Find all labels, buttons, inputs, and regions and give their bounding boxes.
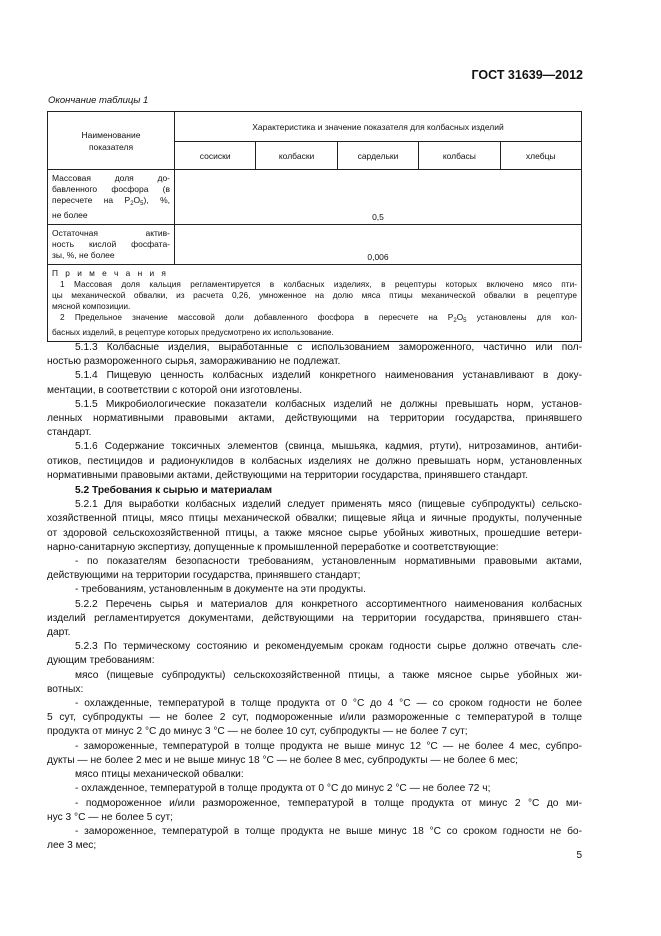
dash-item-mech-chilled — [47, 782, 582, 796]
label-line: пересчете на $P_2O_5$), %, — [52, 195, 170, 207]
text-line: лее 3 мес; — [47, 840, 97, 852]
label-line: бавленного фосфора (в — [52, 184, 170, 194]
text-line: 5 сут, субпродукты — не более 2 сут, подмороженные и/или размороженные с температурой в толще — [47, 712, 582, 724]
col-header-product: сосиски — [175, 142, 256, 170]
col-header-product: хлебцы — [500, 142, 581, 170]
para-5-2-2 — [47, 598, 582, 641]
text-line: ностью размороженного сырья, замораживанию не подлежат. — [47, 356, 341, 368]
para-5-1-5 — [47, 398, 582, 441]
subscript: 5 — [463, 318, 467, 324]
col-header-name — [48, 112, 175, 170]
para-5-2-1 — [47, 498, 582, 555]
para-5-2-3 — [47, 640, 582, 668]
note-text: 2 Предельное значение массовой доли добавленного фосфора в пересчете на P — [60, 312, 454, 322]
row-label-phosphatase — [48, 225, 175, 265]
page-number: 5 — [576, 850, 582, 861]
col-header-characteristics: Характеристика и значение показателя для колбасных изделий — [175, 112, 582, 142]
text-line: нус 3 °С — не более 5 сут; — [47, 811, 173, 823]
text-line: вотных: — [47, 683, 84, 695]
table-caption: Окончание таблицы 1 — [48, 95, 149, 106]
dash-item-document — [47, 583, 582, 597]
para-mechanical-deboning — [47, 768, 582, 782]
label-line: Массовая доля до- — [52, 173, 170, 183]
standard-header: ГОСТ 31639—2012 — [471, 68, 583, 82]
dash-item-mech-frozen — [47, 825, 582, 853]
subscript: 5 — [140, 201, 144, 207]
text-line: - по показателям безопасности требованиям, установленным нормативными правовыми актами, — [75, 556, 582, 568]
para-5-1-6 — [47, 440, 582, 483]
text-line: 5.2.2 Перечень сырья и материалов для конкретного ассортиментного наименования колбасных — [75, 598, 582, 610]
notes-title: П р и м е ч а н и я — [52, 268, 169, 278]
note-line: цы механической обвалки, из расчета 0,26, умноженное на долю мяса птицы механической обвалки в рецептуре — [52, 290, 577, 300]
col-header-product: сардельки — [337, 142, 418, 170]
text-line: мясо птицы механической обвалки: — [75, 769, 244, 781]
text-line: дующим требованиям: — [47, 655, 155, 667]
text-line: дарт. — [47, 627, 71, 639]
text-line: 5.1.6 Содержание токсичных элементов (свинца, мышьяка, кадмия, ртути), нитрозаминов, антиби- — [75, 441, 582, 453]
text-line: - замороженные, температурой в толще продукта не выше минус 12 °С — не более 4 мес, субпро- — [75, 740, 582, 752]
text-line: от здоровой сельскохозяйственной птицы, а также мясное сырье убойных животных, прошедшие ветери- — [47, 527, 582, 539]
document-body — [47, 341, 582, 853]
text-line: - подмороженное и/или размороженное, температурой в толще продукта от минус 2 °С до ми- — [75, 797, 582, 809]
text-line: 5.1.5 Микробиологические показатели колбасных изделий не должны превышать норм, установ- — [75, 398, 582, 410]
label-line: Остаточная актив- — [52, 228, 170, 238]
label-line: ность кислой фосфата- — [52, 239, 170, 249]
section-heading-5-2: 5.2 Требования к сырью и материалам — [75, 485, 273, 497]
text-line: действующими на территории государства, принявшего стандарт; — [47, 570, 361, 582]
text-line: ленных нормативными правовыми актами, действующими на территории государства, принявшего — [47, 413, 582, 425]
col-header-product: колбасы — [419, 142, 500, 170]
dash-item-mech-thawed — [47, 797, 582, 825]
note-line: басных изделий, в рецептуре которых предусмотрено их использование. — [52, 327, 334, 337]
text-line: - замороженное, температурой в толще продукта не выше минус 18 °С со сроком годности не бо- — [75, 825, 582, 837]
text-line: - охлажденное, температурой в толще продукта от 0 °С до минус 2 °С — не более 72 ч; — [75, 783, 491, 795]
col-header-name-line2: показателя — [88, 141, 134, 152]
text-line: отиков, пестицидов и радионуклидов в колбасных изделиях не должно превышать норм, установленных — [47, 455, 582, 467]
row-value-phosphatase: 0,006 — [175, 225, 582, 265]
subscript: 2 — [130, 201, 134, 207]
text-line: - охлажденные, температурой в толще продукта от 0 °С до 4 °С — со сроком годности не более — [75, 698, 582, 710]
label-line: зы, %, не более — [52, 250, 115, 260]
text-line: хозяйственной птицы, мясо птицы механической обвалки; пищевые яйца и яичные продукты, полученные — [47, 513, 582, 525]
label-line: не более — [52, 210, 88, 220]
text-line: мясо (пищевые субпродукты) сельскохозяйственной птицы, а также мясное сырье убойных жи- — [75, 669, 582, 681]
row-label-phosphorus — [48, 170, 175, 225]
text-line: нарно-санитарную экспертизу, допущенные к промышленной переработке и соответствующие: — [47, 541, 499, 553]
dash-item-frozen — [47, 740, 582, 768]
label-text: ), %, — [143, 195, 170, 205]
dash-item-safety — [47, 555, 582, 583]
text-line: изделий регламентируется документами, действующими на территории государства, принявшего стан- — [47, 612, 582, 624]
text-line: 5.1.3 Колбасные изделия, выработанные с использованием замороженного, частично или пол- — [75, 342, 582, 353]
para-meat — [47, 669, 582, 697]
note-line: 1 Массовая доля кальция регламентируется в колбасных изделиях, в рецептуры которых включено мясо пти- — [60, 279, 577, 289]
col-header-product: колбаски — [256, 142, 337, 170]
col-header-name-line1: Наименование — [81, 129, 141, 140]
text-line: дукты — не более 2 мес и не выше минус 18 °С — не более 8 мес, субпродукты — не более 6 мес; — [47, 754, 518, 766]
indicators-table — [47, 111, 582, 342]
text-line: 5.2.1 Для выработки колбасных изделий следует применять мясо (пищевые субпродукты) сельско- — [75, 499, 582, 511]
dash-item-chilled — [47, 697, 582, 740]
text-line: 5.2.3 По термическому состоянию и рекомендуемым срокам годности сырье должно отвечать сле- — [75, 641, 582, 653]
note-line: мясной композиции. — [52, 301, 131, 311]
text-line: 5.1.4 Пищевую ценность колбасных изделий конкретного наименования устанавливают в доку- — [75, 370, 582, 382]
text-line: продукта от минус 2 °С до минус 3 °С — не более 10 сут, субпродукты — не более 7 сут; — [47, 726, 468, 738]
label-text: пересчете на P — [52, 195, 131, 205]
row-value-phosphorus: 0,5 — [175, 170, 582, 225]
table-notes — [48, 265, 582, 342]
text-line: стандарт. — [47, 427, 92, 439]
text-line: нормативными правовыми актами, действующими на территории государства, принявшего стандарт. — [47, 469, 528, 481]
note-text: установлены для кол- — [466, 312, 577, 322]
subscript: 2 — [453, 318, 457, 324]
para-5-1-4 — [47, 369, 582, 397]
text-line: ментации, в соответствии с которой они изготовлены. — [47, 384, 303, 396]
text-line: - требованиям, установленным в документе на эти продукты. — [75, 584, 366, 596]
para-5-1-3 — [47, 341, 582, 369]
note-line: 2 Предельное значение массовой доли добавленного фосфора в пересчете на $P_2O_5$ установлены для кол- — [60, 312, 577, 324]
